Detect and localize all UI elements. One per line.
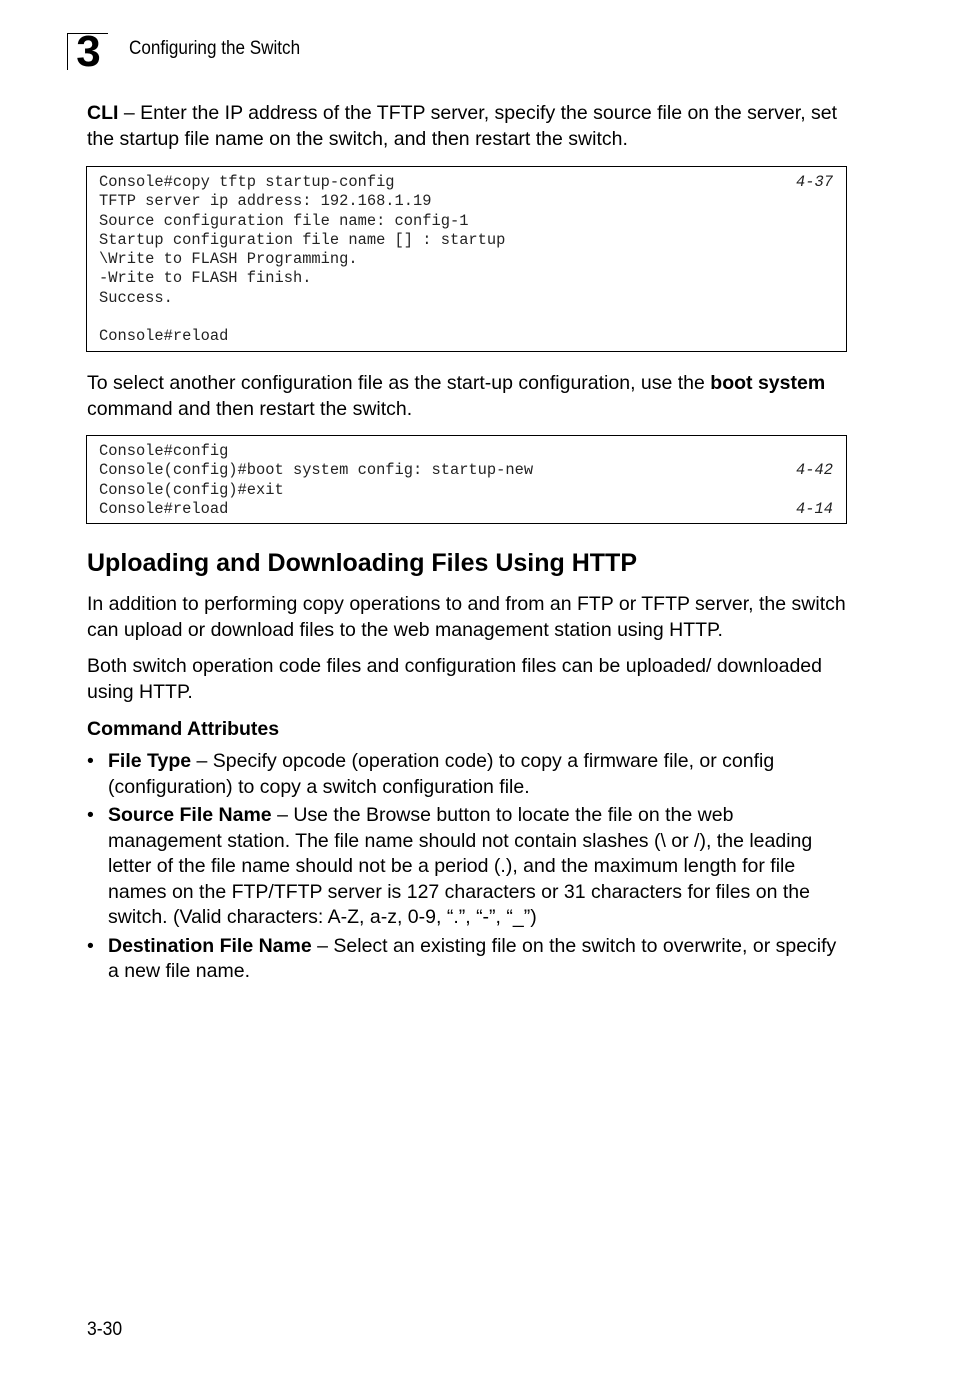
command-reference: 4-14 bbox=[796, 499, 833, 518]
section-paragraph-2: Both switch operation code files and configuration files can be uploaded/ downloaded using HTTP. bbox=[87, 655, 823, 703]
section-paragraph-1: In addition to performing copy operations to and from an FTP or TFTP server, the switch can upload or download files to the web management station using HTTP. bbox=[87, 593, 846, 641]
attribute-description: – Select an existing file on the switch to overwrite, or specify a new file name. bbox=[108, 934, 837, 982]
code-line: \Write to FLASH Programming. bbox=[99, 250, 358, 269]
chapter-number-badge: 3 bbox=[67, 33, 108, 70]
cli-intro-text: – Enter the IP address of the TFTP server, specify the source file on the server, set the startup file name on the switch, and then restart the switch. bbox=[87, 102, 838, 150]
code-line: Console(config)#exit bbox=[99, 480, 284, 499]
attribute-term: File Type bbox=[108, 750, 192, 772]
code-line: Success. bbox=[99, 288, 173, 307]
attribute-term: Destination File Name bbox=[108, 934, 312, 957]
code-line: TFTP server ip address: 192.168.1.19 bbox=[99, 192, 432, 211]
code-block-boot-system bbox=[86, 435, 847, 524]
section-heading: Uploading and Downloading Files Using HTTP bbox=[87, 549, 637, 577]
list-item bbox=[87, 749, 849, 800]
list-item bbox=[87, 934, 849, 985]
cli-term: CLI bbox=[87, 102, 119, 124]
bullet-icon: • bbox=[87, 750, 94, 772]
page-number: 3-30 bbox=[87, 1318, 123, 1340]
command-reference: 4-42 bbox=[796, 461, 833, 480]
code-line: Source configuration file name: config-1 bbox=[99, 211, 469, 230]
code-line: Console(config)#boot system config: startup-new 4-42 bbox=[99, 461, 833, 480]
boot-system-paragraph: To select another configuration file as the start-up configuration, use the boot system command and then restart the switch. bbox=[87, 372, 826, 420]
code-line: -Write to FLASH finish. bbox=[99, 269, 312, 288]
code-line: Console#reload 4-14 bbox=[99, 499, 833, 518]
code-block-tftp-copy bbox=[86, 166, 847, 352]
command-reference: 4-37 bbox=[796, 173, 833, 191]
code-line: Startup configuration file name [] : startup bbox=[99, 230, 506, 249]
bullet-icon: • bbox=[87, 934, 94, 957]
code-line: Console#reload bbox=[99, 327, 229, 346]
boot-system-term: boot system bbox=[710, 372, 826, 394]
command-attributes-heading: Command Attributes bbox=[87, 718, 280, 740]
cli-intro-paragraph bbox=[87, 101, 849, 152]
code-line: Console#copy tftp startup-config 4-37 bbox=[99, 173, 833, 191]
command-attributes-list bbox=[87, 749, 849, 988]
list-item bbox=[87, 803, 849, 931]
code-line: Console#config bbox=[99, 442, 229, 460]
attribute-description: – Specify opcode (operation code) to copy a firmware file, or config (configuration) to copy a switch configuration file. bbox=[108, 750, 775, 798]
bullet-icon: • bbox=[87, 804, 94, 826]
attribute-description: – Use the Browse button to locate the file on the web management station. The file name should not contain slashes (\ or /), the leading letter of the file name should not be a period (.), and the maximum length for file names on the FTP/TFTP server is 127 characters or 31 characters for files on the switch. (Valid characters: A-Z, a-z, 0-9, “.”, “-”, “_”) bbox=[108, 804, 813, 928]
code-line-blank bbox=[99, 308, 833, 327]
running-header-title: Configuring the Switch bbox=[129, 38, 301, 59]
attribute-term: Source File Name bbox=[108, 804, 272, 826]
